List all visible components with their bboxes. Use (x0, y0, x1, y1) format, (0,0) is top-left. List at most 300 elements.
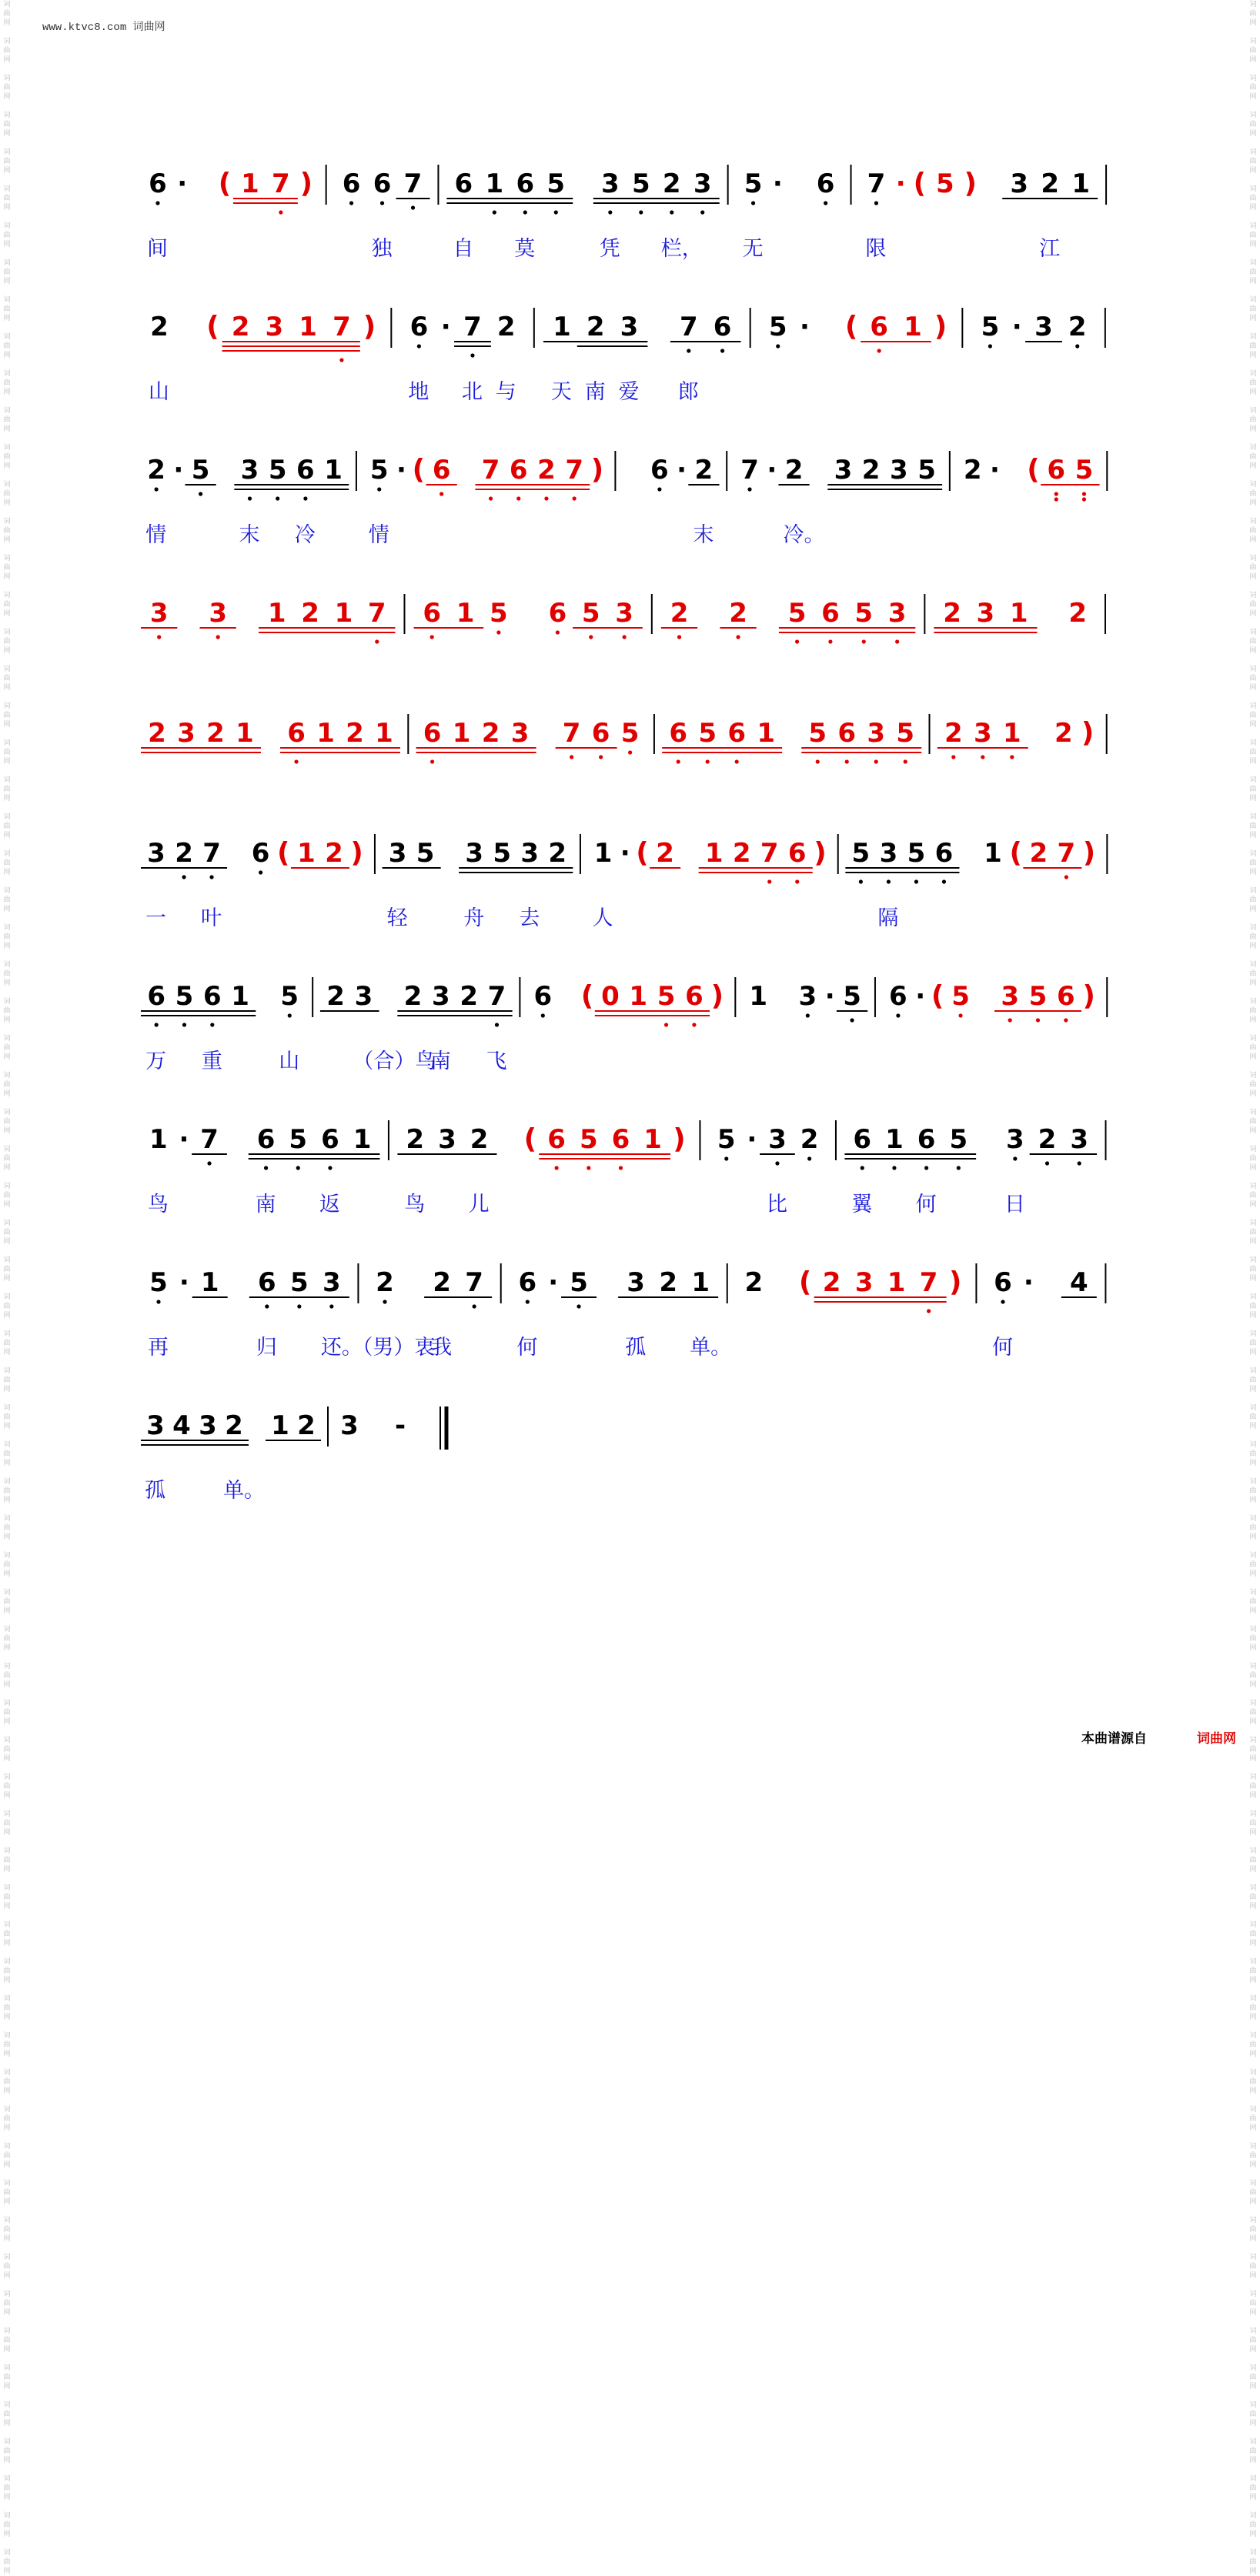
note: 2 (548, 838, 567, 869)
bracket: ( (931, 980, 944, 1012)
note: 3 (600, 169, 620, 199)
note: 3 (1001, 981, 1020, 1012)
lyric-syllable: 山 (279, 1049, 300, 1073)
lyric-syllable: 爱 (618, 380, 640, 404)
bracket: ) (1082, 837, 1096, 869)
octave-dot (439, 492, 443, 496)
note: 2 (1054, 718, 1073, 749)
bracket: ) (350, 837, 363, 869)
note: 2 (944, 718, 963, 749)
lyric-syllable: 自 (453, 237, 474, 261)
octave-dot (1008, 1018, 1012, 1022)
lyric-syllable: 北 (461, 380, 483, 404)
note: 6 (685, 981, 704, 1012)
note: 3 (354, 981, 373, 1012)
note: 6 (889, 981, 907, 1012)
note: 5 (570, 1267, 588, 1298)
augmentation-dot: · (177, 169, 188, 199)
note: 7 (200, 1124, 219, 1155)
note: 4 (1069, 1267, 1088, 1298)
note: 3 (265, 312, 284, 342)
octave-dot (806, 1013, 810, 1017)
octave-dot (892, 1166, 896, 1170)
note: 5 (808, 718, 827, 749)
note: 1 (629, 981, 648, 1012)
note: 5 (1075, 455, 1094, 486)
note: 1 (704, 838, 724, 869)
note: 2 (800, 1124, 819, 1155)
note: 3 (340, 1410, 359, 1441)
note: 7 (1057, 838, 1076, 869)
octave-dot (473, 1304, 476, 1308)
note: 1 (1071, 169, 1090, 199)
octave-dot (216, 635, 220, 639)
bracket: ) (710, 980, 724, 1012)
bracket: ) (814, 837, 827, 869)
octave-dot (288, 1013, 292, 1017)
octave-dot (523, 210, 527, 214)
bracket: ) (1081, 717, 1095, 749)
note: 5 (843, 981, 861, 1012)
octave-dot (1010, 755, 1014, 759)
octave-dot (1054, 497, 1058, 501)
note: 1 (691, 1267, 710, 1298)
note: 3 (976, 598, 995, 629)
note: 6 (816, 169, 835, 199)
note: 1 (749, 981, 768, 1012)
octave-dot (776, 344, 780, 348)
score-system (141, 977, 1107, 1073)
bracket: ( (218, 168, 232, 199)
lyric-syllable: 独 (371, 237, 393, 261)
octave-dot (942, 879, 946, 883)
note: 5 (768, 312, 787, 342)
octave-dot (628, 750, 632, 754)
note: 1 (324, 455, 343, 486)
note: 2 (1038, 1124, 1057, 1155)
bracket: ( (523, 1123, 537, 1155)
octave-dot (329, 1304, 333, 1308)
note: 5 (268, 455, 287, 486)
lyric-syllable: 与 (495, 380, 516, 404)
note: 2 (460, 981, 478, 1012)
octave-dot (430, 759, 434, 763)
augmentation-dot: · (767, 455, 777, 486)
note: 7 (919, 1267, 938, 1298)
lyric-syllable: 比 (766, 1193, 787, 1216)
note: 3 (887, 598, 907, 629)
note: 2 (297, 1410, 316, 1441)
octave-dot (927, 1309, 931, 1313)
note: 2 (481, 718, 500, 749)
note: 2 (470, 1124, 489, 1155)
left-edge-watermark: 词 曲 网 词 曲 网 词 曲 网 词 曲 网 词 曲 网 词 曲 网 词 曲 网 词 曲 网 词 曲 网 词 曲 网 词 曲 网 词 曲 网 词 曲 网 词 曲 网 词 曲 网 词 曲 网 词 曲 网 词 曲 网 词 曲 网 词 曲 网 词 曲 网 词 曲 网 词 曲 网 词 曲 网 词 曲 网 词 曲 网 词 曲 网 词 曲 网 词 曲 网 词 曲 网 词 曲 网 词 曲 网 词 曲 网 词 曲 网 词 曲 网 词 曲 网 词 曲 网 词 曲 网 词 曲 网 词 曲 网 词 曲 网 词 曲 网 词 曲 网 词 曲 网 词 曲 网 词 曲 网 词 曲 网 词 曲 网 词 曲 网 词 曲 网 词 曲 网 词 曲 网 词 曲 网 词 曲 网 词 曲 网 词 曲 网 词 曲 网 词 曲 网 词 曲 网 词 曲 网 词 曲 网 词 曲 网 词 曲 网 词 曲 网 词 曲 网 词 曲 网 词 曲 网 词 曲 网 词 曲 网 词 曲 网 (3, 1, 11, 2575)
note: 2 (148, 718, 166, 749)
note: 1 (643, 1124, 662, 1155)
lyric-syllable: 无 (742, 237, 764, 261)
note: 6 (516, 169, 535, 199)
bracket: ( (277, 837, 290, 869)
note: 3 (1070, 1124, 1089, 1155)
octave-dot (1082, 492, 1086, 496)
octave-dot (248, 496, 252, 500)
lyric-syllable: （合）鸟 (353, 1049, 436, 1073)
note: 2 (656, 838, 674, 869)
note: 6 (591, 718, 610, 749)
lyric-syllable: 间 (146, 237, 168, 261)
note: 2 (784, 455, 804, 486)
note: 1 (353, 1124, 372, 1155)
note: 5 (280, 981, 299, 1012)
octave-dot (657, 487, 661, 491)
note: 3 (209, 598, 228, 629)
lyric-syllable: 去 (519, 906, 540, 930)
note: 7 (272, 169, 290, 199)
note: 2 (659, 1267, 677, 1298)
octave-dot (577, 1304, 580, 1308)
note: 5 (657, 981, 676, 1012)
note: 1 (757, 718, 776, 749)
note: 6 (147, 981, 165, 1012)
note: 6 (787, 838, 807, 869)
note: 6 (409, 312, 429, 342)
lyric-syllable: 鸟 (404, 1193, 426, 1216)
note: 6 (994, 1267, 1012, 1298)
bracket: ( (206, 311, 219, 342)
lyric-syllable: 何 (915, 1193, 937, 1216)
note: 6 (202, 981, 222, 1012)
lyric-syllable: 人 (592, 906, 613, 930)
note: 7 (367, 598, 386, 629)
note: 5 (546, 169, 566, 199)
lyric-syllable: 单。 (690, 1336, 732, 1360)
score-system (141, 834, 1107, 930)
octave-dot (914, 879, 918, 883)
note: 5 (896, 718, 915, 749)
note: 1 (271, 1410, 289, 1441)
lyric-syllable: 日 (1004, 1193, 1025, 1216)
note: 6 (1047, 455, 1066, 486)
note: 2 (744, 1267, 764, 1298)
octave-dot (1036, 1018, 1040, 1022)
octave-dot (687, 349, 690, 352)
note: 3 (879, 838, 898, 869)
lyric-syllable: 栏， (660, 237, 703, 261)
note: 6 (296, 455, 315, 486)
octave-dot (1064, 875, 1068, 879)
lyric-syllable: 再 (148, 1336, 169, 1360)
note: 1 (149, 1124, 168, 1155)
lyric-syllable: 南 (429, 1049, 451, 1073)
lyric-syllable: 飞 (486, 1049, 507, 1073)
note: 2 (670, 598, 689, 629)
note: 7 (487, 981, 506, 1012)
note: 5 (191, 455, 210, 486)
augmentation-dot: · (620, 838, 630, 869)
note: 5 (744, 169, 763, 199)
note: 7 (562, 718, 581, 749)
lyric-syllable: 天 (550, 380, 572, 404)
octave-dot (850, 1018, 854, 1022)
octave-dot (706, 759, 710, 763)
note: 7 (403, 169, 423, 199)
score-system (141, 714, 1107, 764)
octave-dot (623, 635, 627, 639)
octave-dot (589, 635, 593, 639)
octave-dot (570, 755, 573, 759)
note: 3 (146, 1410, 165, 1441)
note: 7 (867, 169, 886, 199)
note: 3 (1034, 312, 1053, 342)
bracket: ( (1027, 454, 1040, 486)
octave-dot (924, 1166, 928, 1170)
note: 5 (698, 718, 717, 749)
note: 6 (650, 455, 669, 486)
note: 2 (403, 981, 423, 1012)
note: 2 (694, 455, 714, 486)
octave-dot (279, 210, 282, 214)
note: 2 (150, 312, 169, 342)
octave-dot (859, 879, 863, 883)
augmentation-dot: · (895, 169, 906, 199)
octave-dot (639, 210, 643, 214)
octave-dot (845, 759, 849, 763)
octave-dot (736, 635, 740, 639)
note: 3 (798, 981, 817, 1012)
octave-dot (380, 201, 384, 205)
note: 6 (917, 1124, 936, 1155)
octave-dot (297, 1304, 301, 1308)
note: 6 (454, 169, 473, 199)
lyric-syllable: 还。（男）衷 (320, 1336, 436, 1360)
octave-dot (556, 630, 560, 634)
note: 5 (369, 455, 389, 486)
note: 6 (373, 169, 392, 199)
octave-dot (692, 1023, 696, 1026)
lyric-syllable: 何 (991, 1336, 1013, 1360)
octave-dot (1064, 1018, 1068, 1022)
note: 3 (465, 838, 484, 869)
lyric-syllable: 莫 (514, 237, 536, 261)
note: 5 (175, 981, 194, 1012)
octave-dot (677, 759, 680, 763)
note: 2 (496, 312, 516, 342)
note: 6 (821, 598, 840, 629)
note: 3 (520, 838, 540, 869)
octave-dot (259, 870, 262, 874)
octave-dot (747, 487, 751, 491)
octave-dot (677, 635, 681, 639)
note: 6 (837, 718, 857, 749)
note: 5 (907, 838, 926, 869)
note: 2 (861, 455, 881, 486)
octave-dot (328, 1166, 332, 1170)
augmentation-dot: · (179, 1124, 189, 1155)
octave-dot (296, 1166, 300, 1170)
note: 1 (593, 838, 613, 869)
lyric-syllable: 孤 (145, 1479, 165, 1503)
note: 1 (316, 718, 335, 749)
lyric-syllable: 南 (255, 1193, 276, 1216)
octave-dot (807, 1156, 811, 1160)
note: 3 (1010, 169, 1029, 199)
lyric-syllable: 翼 (851, 1193, 873, 1216)
note: 2 (225, 1410, 243, 1441)
note: 1 (334, 598, 353, 629)
note: 5 (631, 169, 650, 199)
octave-dot (155, 487, 159, 491)
note: 6 (611, 1124, 630, 1155)
octave-dot (470, 353, 474, 357)
augmentation-dot: · (440, 312, 451, 342)
augmentation-dot: · (1023, 1267, 1034, 1298)
lyric-syllable: 孤 (625, 1336, 647, 1360)
source-watermark: www.ktvc8.com 词曲网 (42, 22, 165, 34)
lyric-syllable: 冷 (294, 523, 316, 547)
bracket: ( (412, 454, 426, 486)
note: 1 (236, 718, 254, 749)
footer-source-text: 本曲谱源自 (1081, 1731, 1147, 1747)
octave-dot (981, 755, 984, 759)
note: 1 (452, 718, 471, 749)
octave-dot (573, 496, 577, 500)
bracket: ( (913, 168, 927, 199)
note: 5 (949, 1124, 968, 1155)
octave-dot (1001, 1300, 1004, 1303)
note: 6 (256, 1124, 276, 1155)
note: 3 (768, 1124, 787, 1155)
note: 6 (342, 169, 361, 199)
note: 1 (553, 312, 571, 342)
note: 1 (299, 312, 317, 342)
note: 2 (301, 598, 319, 629)
note: 0 (601, 981, 620, 1012)
lyric-syllable: 儿 (468, 1193, 490, 1216)
octave-dot (265, 1304, 269, 1308)
note: 3 (510, 718, 530, 749)
octave-dot (895, 639, 899, 643)
note: 7 (465, 1267, 483, 1298)
note: 1 (297, 838, 316, 869)
note: 5 (917, 455, 936, 486)
bracket: ) (363, 311, 376, 342)
octave-dot (724, 1156, 728, 1160)
note: 2 (325, 838, 343, 869)
right-edge-watermark: 词 曲 网 词 曲 网 词 曲 网 词 曲 网 词 曲 网 词 曲 网 词 曲 网 词 曲 网 词 曲 网 词 曲 网 词 曲 网 词 曲 网 词 曲 网 词 曲 网 词 曲 网 词 曲 网 词 曲 网 词 曲 网 词 曲 网 词 曲 网 词 曲 网 词 曲 网 词 曲 网 词 曲 网 词 曲 网 词 曲 网 词 曲 网 词 曲 网 词 曲 网 词 曲 网 词 曲 网 词 曲 网 词 曲 网 词 曲 网 词 曲 网 词 曲 网 词 曲 网 词 曲 网 词 曲 网 词 曲 网 词 曲 网 词 曲 网 词 曲 网 词 曲 网 词 曲 网 词 曲 网 词 曲 网 词 曲 网 词 曲 网 词 曲 网 词 曲 网 词 曲 网 词 曲 网 词 曲 网 词 曲 网 词 曲 网 词 曲 网 词 曲 网 词 曲 网 词 曲 网 词 曲 网 词 曲 网 词 曲 网 词 曲 网 词 曲 网 词 曲 网 词 曲 网 词 曲 网 词 曲 网 词 曲 网 (1249, 1, 1257, 2575)
lyric-syllable: 万 (145, 1049, 167, 1073)
note: 1 (1002, 718, 1021, 749)
note: 5 (1028, 981, 1048, 1012)
note: 5 (851, 838, 871, 869)
octave-dot (795, 639, 799, 643)
octave-dot (339, 358, 343, 362)
note: 1 (887, 1267, 906, 1298)
note: 5 (717, 1124, 736, 1155)
bracket: ( (844, 311, 858, 342)
augmentation-dot: · (548, 1267, 559, 1298)
note: 5 (981, 312, 1000, 342)
note: 1 (241, 169, 259, 199)
bracket: ( (1009, 837, 1022, 869)
note: 2 (963, 455, 982, 486)
note: 6 (518, 1267, 537, 1298)
lyric-syllable: 末 (239, 523, 260, 547)
lyric-syllable: 凭 (599, 237, 620, 261)
octave-dot (957, 1166, 961, 1170)
score-system (148, 1263, 1105, 1360)
augmentation-dot: · (989, 455, 1000, 486)
score-system (141, 1406, 446, 1503)
octave-dot (155, 1023, 159, 1026)
octave-dot (816, 759, 820, 763)
lyric-syllable: 隔 (877, 906, 899, 930)
octave-dot (276, 496, 279, 500)
lyric-syllable: 返 (319, 1193, 340, 1216)
lyric-syllable: 叶 (201, 906, 222, 930)
note: 2 (537, 455, 556, 486)
note: 5 (289, 1267, 309, 1298)
note: 6 (423, 598, 442, 629)
note: 7 (679, 312, 698, 342)
note: 2 (586, 312, 605, 342)
bracket: ) (590, 454, 604, 486)
score-system (141, 594, 1105, 644)
note: 3 (149, 598, 169, 629)
note: 3 (867, 718, 886, 749)
augmentation-dot: · (824, 981, 835, 1012)
note: 2 (1068, 312, 1087, 342)
note: 5 (149, 1267, 168, 1298)
note: 5 (935, 169, 954, 199)
note: 1 (904, 312, 922, 342)
note: 3 (693, 169, 712, 199)
octave-dot (182, 1023, 186, 1026)
lyric-syllable: 冷。 (783, 523, 825, 547)
octave-dot (554, 210, 558, 214)
octave-dot (670, 210, 673, 214)
note: 5 (854, 598, 874, 629)
note: 2 (206, 718, 225, 749)
note: 2 (943, 598, 961, 629)
note: 7 (333, 312, 351, 342)
octave-dot (555, 1166, 559, 1170)
note: 6 (423, 718, 442, 749)
augmentation-dot: · (179, 1267, 189, 1298)
octave-dot (735, 759, 739, 763)
octave-dot (303, 496, 307, 500)
octave-dot (795, 879, 799, 883)
note: 3 (973, 718, 992, 749)
bracket: ) (299, 168, 313, 199)
bracket: ) (934, 311, 948, 342)
note: 7 (760, 838, 779, 869)
octave-dot (720, 349, 724, 352)
octave-dot (767, 879, 771, 883)
octave-dot (1013, 1156, 1017, 1160)
note: 3 (834, 455, 853, 486)
octave-dot (887, 879, 891, 883)
bracket: ) (948, 1266, 962, 1298)
lyric-syllable: 江 (1039, 237, 1061, 261)
note: 2 (147, 455, 165, 486)
note: 2 (732, 838, 751, 869)
octave-dot (828, 639, 832, 643)
note: 2 (1029, 838, 1048, 869)
note: 5 (490, 598, 508, 629)
augmentation-dot: · (800, 312, 810, 342)
octave-dot (1054, 492, 1058, 496)
lyric-syllable: 情 (368, 523, 389, 547)
